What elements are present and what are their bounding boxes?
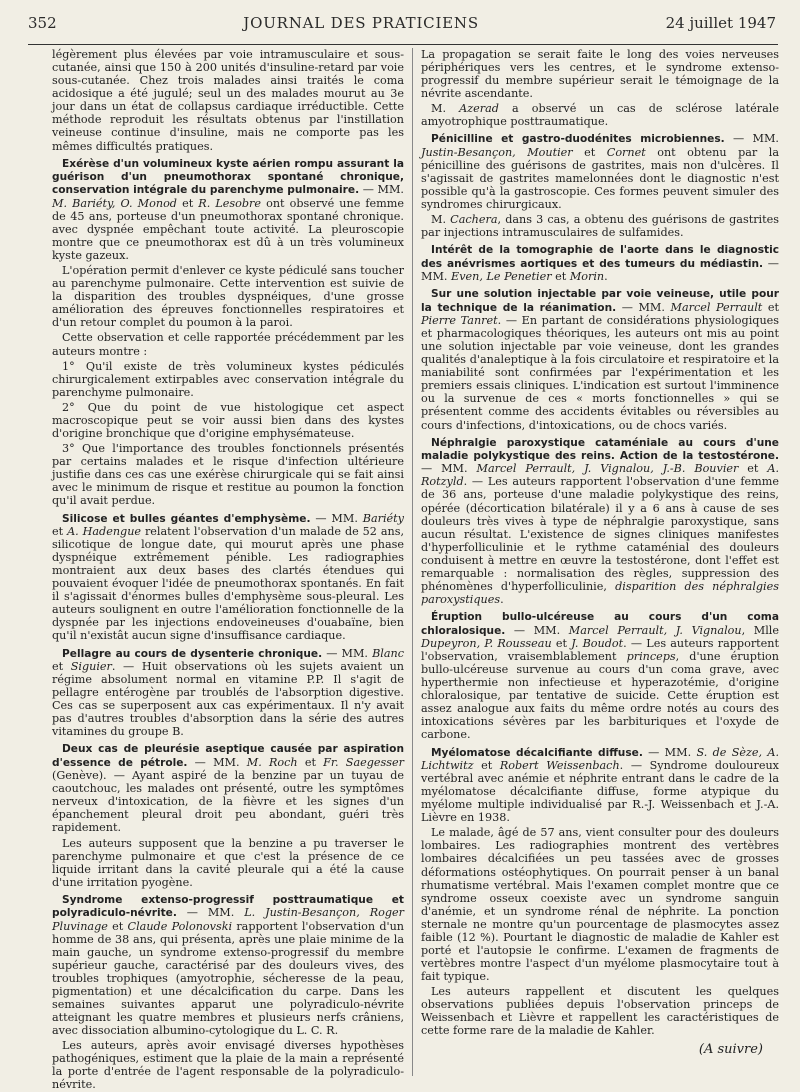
article-myelomatose — [421, 746, 779, 825]
prefix: M. — [431, 213, 451, 227]
conjunction: et — [52, 659, 71, 673]
conjunction: et — [297, 755, 324, 769]
paragraph: L'opération permit d'enlever ce kyste pédiculé sans toucher au parenchyme pulmonaire. Cette intervention est suivie de la disparition des troubles dyspnéiques, d'une grosse amélioration des épreuves fonctionnelles respiratoires et d'un retour complet du poumon à la paroi. — [52, 264, 404, 330]
period: . — [500, 593, 504, 607]
authors: Even, Le Penetier — [451, 270, 552, 284]
paragraph: Le malade, âgé de 57 ans, vient consulter pour des douleurs lombaires. Les radiographies montrent des vertèbres lombaires décalcifiées un peu tassées avec de grosses déformations ostéophytiques. On pourrait penser à un banal rhumatisme vertébral. Mais l'examen complet montre que ce syndrome osseux coexiste avec un syndrome sanguin d'anémie, et un syndrome rénal de néphrite. La ponction sternale ne montre qu'un pourcentage de plasmocytes assez faible (12 %). Pourtant le diagnostic de maladie de Kahler est porté et l'autopsie le confirme. L'examen de fragments de vertèbres montre l'aspect d'un myélome plasmocytaire tout à fait typique. — [421, 826, 779, 984]
article-text: relatent l'observation d'un malade de 52 ans, silicotique de longue date, qui mourut après une phase dyspnéique extrêmement pénible. Les radiographies montraient aux deux bases des clartés étendues qui pouvaient évoquer l'idée de pneumothorax spontanés. En fait il s'agissait d'énormes bulles d'emphysème sous-pleural. Les auteurs soulignent en outre l'amélioration fonctionnelle de la dyspnée par les injections endoveineuses d'ouabaïne, bien qu'il n'existât aucun signe d'insuffisance cardiaque. — [52, 524, 404, 643]
italic-text: princeps — [626, 649, 676, 663]
authors: Blanc — [372, 646, 405, 660]
article-penicilline — [421, 132, 779, 211]
prefix: M. — [431, 102, 460, 116]
article-silicose — [52, 512, 404, 643]
authors: M. Bariéty, O. Monod — [52, 196, 177, 210]
article-solution-injectable — [421, 287, 779, 431]
article-text: . — Les auteurs rapportent l'observation, vraisemblablement — [421, 636, 779, 663]
article-text: a observé un cas de sclérose latérale amyotrophique posttraumatique. — [421, 102, 779, 129]
dash: — MM. — [724, 132, 779, 146]
article-text: rapportent l'observation d'un homme de 38 ans, qui présenta, après une plaie minime de la main gauche, un syndrome extenso-progressif du membre supérieur gauche, caractérisé par des douleurs vives, des troubles trophiques (amyotrophie, sécheresse de la peau, pigmentation) et une décalcification du carpe. Dans les semaines suivantes apparut une polyradiculo-névrite atteignant les quatre membres et plusieurs nerfs crâniens, avec dissociation albumino-cytologique du L. C. R. — [52, 919, 404, 1038]
paragraph — [421, 102, 779, 128]
authors: Bariéty — [362, 511, 404, 525]
article-title: Intérêt de la tomographie de l'aorte dans le diagnostic des anévrismes aortiques et des tumeurs du médiastin. — [421, 244, 779, 270]
article-syndrome — [52, 893, 404, 1037]
paragraph: légèrement plus élevées par voie intramusculaire et sous-cutanée, ainsi que 150 à 200 unités d'insuline-retard par voie sous-cutanée. Chez trois malades ainsi traités le coma acidosique a été jugulé; seul un des malades mourut au 3e jour dans un état de collapsus cardiaque irréductible. Cette méthode reproduit les résultats obtenus par l'instillation veineuse continue d'insuline, mais ne comporte pas les mêmes difficultés pratiques. — [52, 48, 404, 153]
dash: — MM. — [310, 511, 363, 525]
dash: — MM. — [187, 755, 247, 769]
article-title: Pellagre au cours de dysenterie chronique. — [62, 647, 323, 660]
running-header — [28, 14, 776, 40]
authors: L. Justin-Besançon, Roger Pluvinage — [52, 906, 404, 933]
paragraph: 1° Qu'il existe de très volumineux kystes pédiculés chirurgicalement extirpables avec conservation intégrale du parenchyme pulmonaire. — [52, 359, 404, 399]
issue-date: 24 juillet 1947 — [665, 14, 776, 32]
period: . — [604, 270, 608, 284]
to-be-continued: (A suivre) — [698, 1041, 763, 1057]
conjunction: et — [572, 145, 607, 159]
article-text: . — Syndrome douloureux vertébral avec anémie et néphrite entrant dans le cadre de la myélomatose décalcifiante diffuse, forme atypique du myélome multiple individualisé par R.-J. Weissenbach et J.-A. Lièvre en 1938. — [421, 758, 779, 825]
dash: — MM. — [359, 183, 404, 197]
article-text: (Genève). — Ayant aspiré de la benzine par un tuyau de caoutchouc, les malades ont présenté, outre les symptômes nerveux d'intoxication, de la fièvre et les signes d'un épanchement pleural droit peu abondant, guéri très rapidement. — [52, 769, 404, 835]
conjunction: et — [176, 196, 199, 210]
paragraph: Les auteurs, après avoir envisagé diverses hypothèses pathogéniques, estiment que la plaie de la main a représenté la porte d'entrée de l'agent responsable de la polyradiculo-névrite. — [52, 1039, 404, 1092]
authors: Justin-Besançon, Moutier — [421, 145, 573, 159]
right-column — [421, 48, 779, 1076]
authors: A. Rotzyld — [421, 462, 779, 489]
paragraph: La propagation se serait faite le long des voies nerveuses périphériques vers les centres, et le syndrome extenso-progressif du membre supérieur serait le témoignage de la névrite ascendante. — [421, 48, 779, 101]
italic-text: disparition des néphralgies paroxystiques — [421, 580, 779, 607]
article-title: Myélomatose décalcifiante diffuse. — [431, 746, 643, 759]
authors: Cachera — [450, 213, 498, 227]
paragraph — [421, 213, 779, 239]
article-title: Silicose et bulles géantes d'emphysème. — [62, 512, 311, 525]
article-eruption — [421, 610, 779, 741]
article-title: Pénicilline et gastro-duodénites microbiennes. — [431, 133, 725, 146]
article-tomographie — [421, 243, 779, 283]
left-column — [52, 48, 405, 1092]
dash: — MM. — [322, 646, 373, 660]
authors: Fr. Saegesser — [323, 755, 404, 769]
page-number: 352 — [28, 14, 57, 32]
authors: Claude Polonovski — [127, 919, 233, 933]
authors: M. Roch — [246, 755, 298, 769]
journal-title: JOURNAL DES PRATICIENS — [243, 14, 479, 32]
article-text: ont observé une femme de 45 ans, porteuse d'un pneumothorax spontané chronique. avec dyspnée empêchant toute activité. La pleuroscopie montre que ce pneumothorax est dû à un très volumineux kyste gazeux. — [52, 196, 405, 263]
article-title: Éruption bullo-ulcéreuse au cours d'un coma chloralosique. — [421, 611, 779, 637]
authors: Marcel Perrault, J. Vignalou, J.-B. Bouvier — [476, 462, 739, 476]
dash: — MM. — [421, 462, 477, 476]
article-title: Sur une solution injectable par voie veineuse, utile pour la technique de la réanimation. — [421, 288, 779, 314]
dash: — MM. — [176, 906, 245, 920]
article-pellagre — [52, 647, 404, 739]
article-text: . — Les auteurs rapportent l'observation d'une femme de 36 ans, porteuse d'une maladie polykystique des reins, opérée (décortication bilatérale) il y a 6 ans à cause de ses douleurs très vives à type de néphralgie paroxystique, sans aucun résultat. L'existence de signes cliniques manifestes d'hyperfolliculinie et le rythme cataménial des douleurs conduisent à mettre en œuvre la testostérone, dont l'effet est remarquable : normalisation des règles, suppression des phénomènes d'hyperfolliculinie, — [421, 475, 779, 594]
authors: Azerad — [459, 102, 499, 116]
authors: S. de Sèze, A. Lichtwitz — [421, 745, 779, 772]
article-pleuresie — [52, 742, 404, 834]
article-kyste — [52, 157, 404, 262]
authors: Robert Weissenbach — [499, 758, 620, 772]
article-title: Néphralgie paroxystique cataméniale au cours d'une maladie polykystique des reins. Action de la testostérone. — [421, 436, 779, 462]
dash: — MM. — [642, 745, 697, 759]
article-text: , dans 3 cas, a obtenu des guérisons de gastrites par injections intramusculaires de sulfamides. — [421, 213, 779, 240]
authors: Marcel Perrault, J. Vignalou — [568, 623, 742, 637]
paragraph: Les auteurs rappellent et discutent les quelques observations publiées depuis l'observation princeps de Weissenbach et Lièvre et rappellent les caractéristiques de cette forme rare de la maladie de Kahler. — [421, 985, 779, 1038]
dash: — MM. — [421, 256, 779, 284]
authors: Dupeyron, P. Rousseau — [421, 636, 552, 650]
authors: Marcel Perrault — [670, 300, 763, 314]
authors: Cornet — [606, 145, 646, 159]
article-text: , d'une éruption bullo-ulcéreuse survenue au cours d'un coma grave, avec hyperthermie non infectieuse et hyperazotémie, d'origine chloralosique, par tentative de suicide. Cette éruption est assez analogue aux faits du même ordre notés au cours des intoxications sévères par les barbituriques et l'oxyde de carbone. — [421, 649, 779, 742]
conjunction: et — [762, 300, 779, 314]
conjunction: et — [107, 919, 128, 933]
authors: Pierre Tanret — [421, 313, 498, 327]
dash: — MM. — [616, 300, 671, 314]
conjunction: et — [738, 462, 768, 476]
conjunction: et — [551, 270, 570, 284]
authors: A. Hadengue — [67, 524, 142, 538]
conjunction: et — [52, 524, 68, 538]
authors: R. Lesobre — [198, 196, 262, 210]
article-nephralgie — [421, 436, 779, 607]
authors: J. Boudot — [571, 636, 624, 650]
article-text: . — En partant de considérations physiologiques et pharmacologiques théoriques, les auteurs ont mis au point une solution injectable par voie veineuse, dont les grandes qualités d'analeptique à la fois circulatoire et respiratoire et la maniabilité sont confirmées par l'expérimentation et les premiers essais cliniques. L'indication est surtout l'imminence ou la survenue de ces « morts fonctionnelles » qui se présentent comme des accidents évitables ou réversibles au cours d'infections, d'intoxications, ou de chocs variés. — [421, 313, 780, 432]
separator: , Mlle — [741, 623, 779, 637]
article-title: Deux cas de pleurésie aseptique causée par aspiration d'essence de pétrole. — [52, 743, 404, 769]
article-title: Exérèse d'un volumineux kyste aérien rompu assurant la guérison d'un pneumothorax spontané chronique, conservation intégrale du parenchyme pulmonaire. — [52, 157, 404, 197]
article-text: ont obtenu par la pénicilline des guérisons de gastrites, mais non d'ulcères. Il s'agissait de gastrites mamelonnées dont le diagnostic n'est possible qu'à la gastroscopie. Ces formes peuvent simuler des syndromes chirurgicaux. — [421, 145, 779, 212]
paragraph: Cette observation et celle rapportée précédemment par les auteurs montre : — [52, 331, 404, 358]
conjunction: et — [551, 636, 572, 650]
header-rule — [28, 44, 778, 45]
paragraph: Les auteurs supposent que la benzine a pu traverser le parenchyme pulmonaire et que c'est la présence de ce liquide irritant dans la cavité pleurale qui a été la cause d'une irritation pyogène. — [52, 836, 404, 889]
conjunction: et — [473, 758, 500, 772]
article-title: Syndrome extenso-progressif posttraumatique et polyradiculo-névrite. — [52, 893, 404, 920]
dash: — MM. — [505, 623, 569, 637]
paragraph: 3° Que l'importance des troubles fonctionnels présentés par certains malades et le risque d'infection ultérieure justifie dans ces cas une exérèse chirurgicale qui se fait ainsi avec le minimum de risque et restitue au poumon la fonction qu'il avait perdue. — [52, 442, 404, 508]
authors: Morin — [569, 270, 605, 284]
paragraph: 2° Que du point de vue histologique cet aspect macroscopique peut se voir aussi bien dans des kystes d'origine bronchique que d'origine emphysémateuse. — [52, 400, 404, 441]
authors: Siguier — [70, 659, 112, 673]
article-text: . — Huit observations où les sujets avaient un régime absolument normal en vitamine P.P. Il s'agit de pellagre entérogène par troublés de l'absorption digestive. Ces cas se superposent aux cas expérimentaux. Il n'y avait pas d'autres troubles d'absorption dans la série des autres vitamines du groupe B. — [52, 659, 404, 739]
